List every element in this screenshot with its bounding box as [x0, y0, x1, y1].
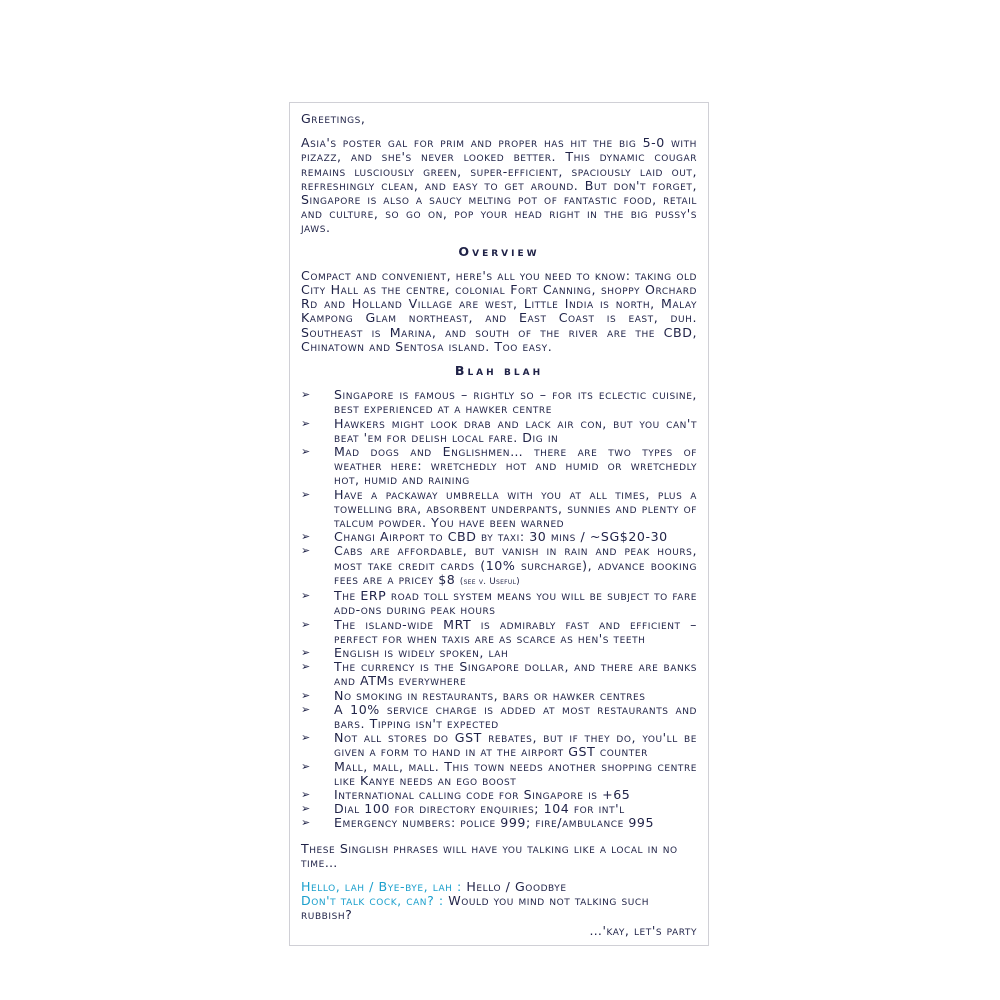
phrase-meaning: Hello / Goodbye: [466, 878, 567, 894]
tip-text: The currency is the Singapore dollar, and there are banks and ATMs everywhere: [334, 659, 697, 689]
list-item: [301, 760, 697, 788]
signoff: …'kay, let's party: [589, 922, 697, 938]
arrow-bullet-icon: ➢: [301, 816, 311, 830]
tip-text: English is widely spoken, lah: [334, 644, 509, 660]
tip-text: Hawkers might look drab and lack air con, but you can't beat 'em for delish local fare. Dig in: [334, 415, 697, 445]
list-item: [301, 388, 697, 416]
arrow-bullet-icon: ➢: [301, 589, 311, 603]
arrow-bullet-icon: ➢: [301, 731, 311, 745]
overview-heading: Overview: [458, 243, 540, 259]
blah-heading: Blah blah: [454, 363, 544, 379]
phrases-intro: These Singlish phrases will have you talking like a local in no time…: [301, 840, 678, 870]
tip-text: No smoking in restaurants, bars or hawker centres: [334, 687, 646, 703]
arrow-bullet-icon: ➢: [301, 702, 311, 716]
phrase-line: [301, 894, 697, 922]
list-item: [301, 802, 697, 816]
list-item: [301, 660, 697, 688]
arrow-bullet-icon: ➢: [301, 416, 311, 430]
list-item: [301, 488, 697, 531]
phrase-line: [301, 880, 697, 894]
tip-text: Singapore is famous – rightly so – for its eclectic cuisine, best experienced at a hawker centre: [334, 387, 697, 417]
guide-card: [289, 102, 709, 946]
arrow-bullet-icon: ➢: [301, 544, 311, 558]
arrow-bullet-icon: ➢: [301, 802, 311, 816]
tip-text: Mad dogs and Englishmen… there are two types of weather here: wretchedly hot and humid or wretchedly hot, humid and raining: [334, 444, 697, 488]
list-item: [301, 788, 697, 802]
greeting: Greetings,: [301, 111, 366, 126]
list-item: [301, 618, 697, 646]
arrow-bullet-icon: ➢: [301, 388, 311, 402]
list-item: [301, 589, 697, 617]
arrow-bullet-icon: ➢: [301, 445, 311, 459]
list-item: [301, 689, 697, 703]
intro-paragraph: Asia's poster gal for prim and proper has hit the big 5-0 with pizazz, and she's never looked better. This dynamic cougar remains lusciously green, super-efficient, spaciously laid out, refreshingly clean, and easy to get around. But don't forget, Singapore is also a saucy melting pot of fantastic food, retail and culture, so go on, pop your head right in the big pussy's jaws.: [301, 135, 697, 236]
list-item: [301, 646, 697, 660]
tip-text: Emergency numbers: police 999; fire/ambulance 995: [334, 815, 655, 831]
cab-note: (see v. Useful): [459, 576, 520, 587]
tip-text: Mall, mall, mall. This town needs another shopping centre like Kanye needs an ego boost: [334, 758, 697, 788]
tip-text: Have a packaway umbrella with you at all times, plus a towelling bra, absorbent underpants, sunnies and plenty of talcum powder. You have been warned: [334, 486, 697, 531]
phrase-term: Don't talk cock, can? :: [301, 893, 444, 909]
arrow-bullet-icon: ➢: [301, 759, 311, 773]
tip-text: Cabs are affordable, but vanish in rain and peak hours, most take credit cards (10% surcharge), advance booking fees are a pricey $8: [334, 543, 697, 587]
tips-list: [301, 388, 697, 830]
list-item: [301, 544, 697, 589]
list-item: [301, 445, 697, 488]
tip-text: Changi Airport to CBD by taxi: 30 mins / ~SG$20-30: [334, 529, 668, 545]
arrow-bullet-icon: ➢: [301, 617, 311, 631]
arrow-bullet-icon: ➢: [301, 530, 311, 544]
tip-text: A 10% service charge is added at most restaurants and bars. Tipping isn't expected: [334, 701, 697, 731]
phrase-term: Hello, lah / Bye-bye, lah :: [301, 878, 462, 894]
arrow-bullet-icon: ➢: [301, 645, 311, 659]
list-item: [301, 703, 697, 731]
arrow-bullet-icon: ➢: [301, 688, 311, 702]
arrow-bullet-icon: ➢: [301, 787, 311, 801]
overview-paragraph: Compact and convenient, here's all you need to know: taking old City Hall as the centre, colonial Fort Canning, shoppy Orchard Rd and Holland Village are west, Little India is north, Malay Kampong Glam northeast, and East Coast is east, duh. Southeast is Marina, and south of the river are the CBD, Chinatown and Sentosa island. Too easy.: [301, 267, 697, 354]
tip-text: The island-wide MRT is admirably fast and efficient – perfect for when taxis are as scarce as hen's teeth: [334, 616, 697, 646]
arrow-bullet-icon: ➢: [301, 487, 311, 501]
arrow-bullet-icon: ➢: [301, 660, 311, 674]
tip-text: Dial 100 for directory enquiries; 104 for int'l: [334, 801, 625, 817]
phrase-meaning: Would you mind not talking such rubbish?: [301, 893, 650, 923]
list-item: [301, 417, 697, 445]
list-item: [301, 530, 697, 544]
tip-text: The ERP road toll system means you will be subject to fare add-ons during peak hours: [334, 588, 697, 618]
tip-text: International calling code for Singapore is +65: [334, 786, 631, 802]
tip-text: Not all stores do GST rebates, but if they do, you'll be given a form to hand in at the airport GST counter: [334, 730, 697, 760]
list-item: [301, 731, 697, 759]
list-item: [301, 816, 697, 830]
